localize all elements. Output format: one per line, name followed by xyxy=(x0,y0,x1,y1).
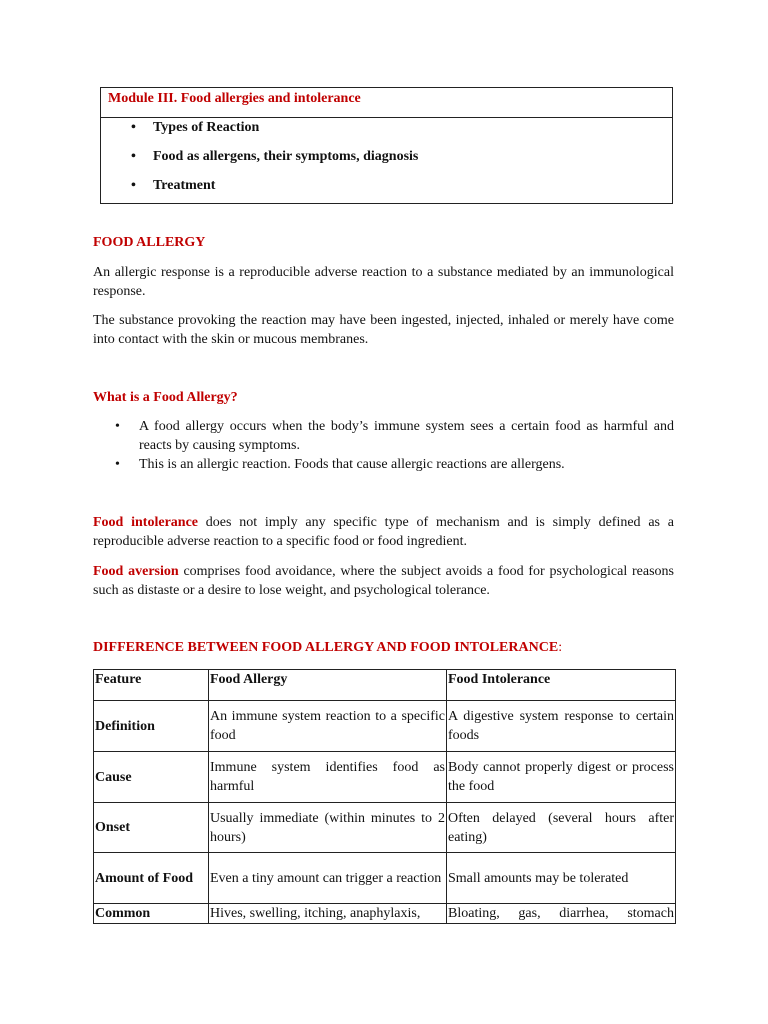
table-header-row xyxy=(94,670,676,701)
column-header-food-allergy: Food Allergy xyxy=(209,670,447,701)
module-summary-box xyxy=(100,87,673,204)
row-feature: Amount of Food xyxy=(94,853,209,904)
table-row xyxy=(94,803,676,853)
column-header-feature: Feature xyxy=(94,670,209,701)
table-row xyxy=(94,701,676,752)
table-row xyxy=(94,853,676,904)
bullet-icon: • xyxy=(115,419,120,434)
row-food-allergy: Immune system identifies food as harmful xyxy=(209,752,447,803)
row-feature: Common xyxy=(94,904,209,924)
row-food-intolerance: Small amounts may be tolerated xyxy=(447,853,676,904)
row-food-allergy: Even a tiny amount can trigger a reaction xyxy=(209,853,447,904)
food-allergy-paragraph-1: An allergic response is a reproducible adverse reaction to a substance mediated by an immunological response. xyxy=(93,265,674,299)
row-food-allergy: Usually immediate (within minutes to 2 hours) xyxy=(209,803,447,853)
difference-heading: DIFFERENCE BETWEEN FOOD ALLERGY AND FOOD INTOLERANCE: xyxy=(93,640,563,655)
row-feature: Onset xyxy=(94,803,209,853)
bullet-item: • This is an allergic reaction. Foods that cause allergic reactions are allergens. xyxy=(115,457,565,472)
row-feature: Cause xyxy=(94,752,209,803)
food-allergy-paragraph-2: The substance provoking the reaction may have been ingested, injected, inhaled or merely have come into contact with the skin or mucous membranes. xyxy=(93,313,674,347)
food-aversion-paragraph: Food aversion comprises food avoidance, where the subject avoids a food for psychological reasons such as distaste or a desire to lose weight, and psychological tolerance. xyxy=(93,564,675,598)
bullet-icon: • xyxy=(131,149,136,164)
bullet-icon: • xyxy=(115,457,120,472)
row-food-intolerance: Often delayed (several hours after eating) xyxy=(447,803,676,853)
food-intolerance-term: Food intolerance xyxy=(93,515,198,530)
bullet-icon: • xyxy=(131,178,136,193)
column-header-food-intolerance: Food Intolerance xyxy=(447,670,676,701)
table-row xyxy=(94,752,676,803)
food-allergy-heading: FOOD ALLERGY xyxy=(93,235,206,250)
row-food-allergy: Hives, swelling, itching, anaphylaxis, xyxy=(209,904,447,924)
module-topic-list xyxy=(101,118,672,205)
difference-table xyxy=(93,669,676,924)
what-is-food-allergy-heading: What is a Food Allergy? xyxy=(93,390,238,405)
row-food-intolerance: Bloating, gas, diarrhea, stomach xyxy=(447,904,676,924)
row-food-intolerance: A digestive system response to certain foods xyxy=(447,701,676,752)
module-topic-item: • Treatment xyxy=(131,178,216,193)
module-topic-item: • Types of Reaction xyxy=(131,120,260,135)
row-food-allergy: An immune system reaction to a specific food xyxy=(209,701,447,752)
what-is-bullet-list xyxy=(93,417,674,474)
food-intolerance-paragraph: Food intolerance does not imply any specific type of mechanism and is simply defined as a reproducible adverse reaction to a specific food or food ingredient. xyxy=(93,515,674,549)
module-title: Module III. Food allergies and intolerance xyxy=(101,88,672,118)
bullet-item: • A food allergy occurs when the body’s immune system sees a certain food as harmful and reacts by causing symptoms. xyxy=(115,419,674,453)
food-aversion-term: Food aversion xyxy=(93,564,179,579)
module-topic-item: • Food as allergens, their symptoms, diagnosis xyxy=(131,149,419,164)
row-feature: Definition xyxy=(94,701,209,752)
row-food-intolerance: Body cannot properly digest or process the food xyxy=(447,752,676,803)
table-row xyxy=(94,904,676,924)
bullet-icon: • xyxy=(131,120,136,135)
